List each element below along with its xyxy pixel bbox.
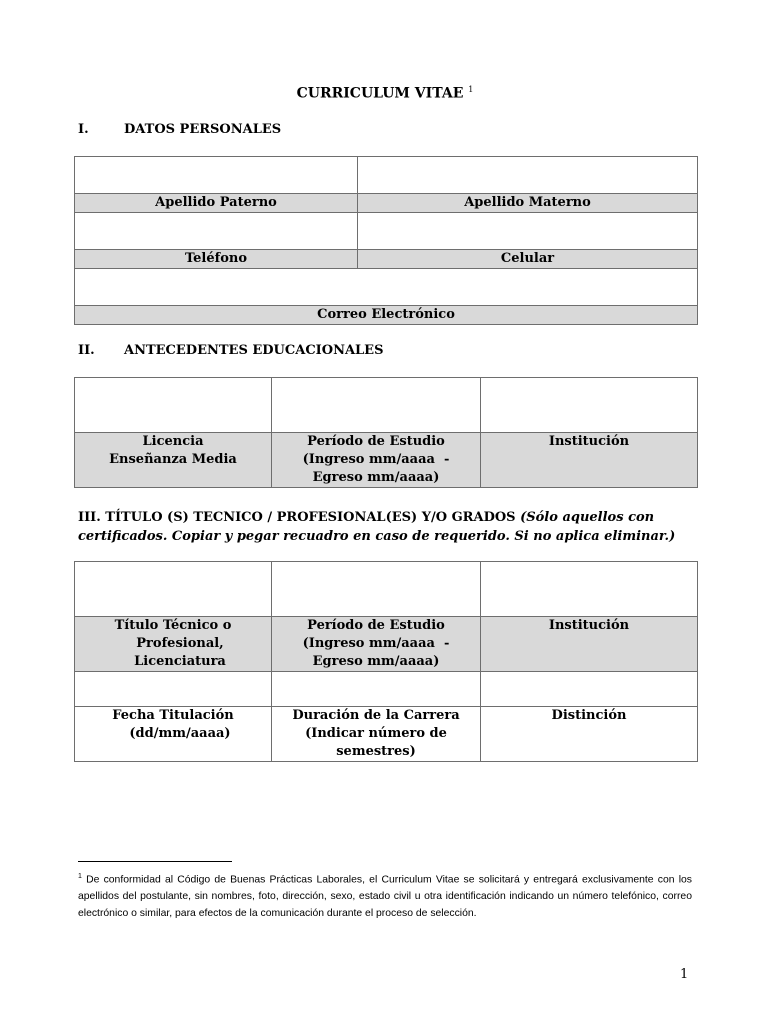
personal-data-table bbox=[74, 156, 698, 325]
periodo-label-line1: Período de Estudio bbox=[307, 434, 445, 449]
duracion-label-line1: Duración de la Carrera bbox=[292, 708, 460, 723]
titulo-input[interactable] bbox=[75, 562, 272, 617]
apellido-paterno-label: Apellido Paterno bbox=[75, 194, 358, 213]
institucion-label: Institución bbox=[481, 433, 698, 488]
section-3-heading bbox=[78, 508, 708, 546]
duracion-label-line2: (Indicar número de bbox=[305, 726, 447, 741]
apellido-materno-label: Apellido Materno bbox=[358, 194, 698, 213]
titulo-periodo-label bbox=[272, 617, 481, 672]
section-1-heading bbox=[78, 122, 282, 137]
duracion-label-line3: semestres) bbox=[336, 744, 416, 759]
title-footnote-marker: 1 bbox=[468, 85, 474, 94]
correo-label: Correo Electrónico bbox=[75, 306, 698, 325]
document-title bbox=[0, 85, 770, 102]
duracion-carrera-label bbox=[272, 707, 481, 762]
fecha-label-line1: Fecha Titulación bbox=[112, 708, 234, 723]
titulo-label-line1: Título Técnico o bbox=[114, 618, 232, 633]
correo-input[interactable] bbox=[75, 269, 698, 306]
distincion-label: Distinción bbox=[481, 707, 698, 762]
titulo-periodo-line1: Período de Estudio bbox=[307, 618, 445, 633]
periodo-label-line3: Egreso mm/aaaa) bbox=[312, 470, 440, 485]
titulo-institucion-input[interactable] bbox=[481, 562, 698, 617]
titulo-periodo-input[interactable] bbox=[272, 562, 481, 617]
distincion-input[interactable] bbox=[481, 672, 698, 707]
section-1-title: DATOS PERSONALES bbox=[124, 122, 282, 137]
periodo-estudio-label bbox=[272, 433, 481, 488]
section-2-heading bbox=[78, 343, 384, 358]
footnote-text: De conformidad al Código de Buenas Prácticas Laborales, el Curriculum Vitae se solicitará y entregará exclusivamente con los apellidos del postulante, sin nombres, foto, dirección, sexo, estado civil u otra identificación indicando un número telefónico, correo electrónico o similar, para efectos de la comunicación durante el proceso de selección. bbox=[78, 874, 693, 920]
fecha-titulacion-input[interactable] bbox=[75, 672, 272, 707]
titulo-institucion-label: Institución bbox=[481, 617, 698, 672]
apellido-paterno-input[interactable] bbox=[75, 157, 358, 194]
education-table bbox=[74, 377, 698, 488]
telefono-label: Teléfono bbox=[75, 250, 358, 269]
apellido-materno-input[interactable] bbox=[358, 157, 698, 194]
licencia-label-line1: Licencia bbox=[142, 434, 204, 449]
licencia-input[interactable] bbox=[75, 378, 272, 433]
footnote bbox=[78, 868, 692, 922]
section-1-number: I. bbox=[78, 122, 89, 137]
celular-input[interactable] bbox=[358, 213, 698, 250]
section-3-note: (Sólo aquellos con certificados. Copiar y pegar recuadro en caso de requerido. Si no aplica eliminar.) bbox=[78, 510, 676, 544]
footnote-separator bbox=[78, 861, 232, 862]
titles-table bbox=[74, 561, 698, 762]
section-2-number: II. bbox=[78, 343, 95, 358]
titulo-periodo-line2: (Ingreso mm/aaaa - bbox=[302, 636, 450, 651]
periodo-label-line2: (Ingreso mm/aaaa - bbox=[302, 452, 450, 467]
section-2-title: ANTECEDENTES EDUCACIONALES bbox=[124, 343, 384, 358]
page-number: 1 bbox=[680, 967, 689, 982]
titulo-label-line3: Licenciatura bbox=[134, 654, 226, 669]
periodo-estudio-input[interactable] bbox=[272, 378, 481, 433]
titulo-periodo-line3: Egreso mm/aaaa) bbox=[312, 654, 440, 669]
section-3-title: III. TÍTULO (S) TECNICO / PROFESIONAL(ES) Y/O GRADOS bbox=[78, 510, 516, 525]
duracion-carrera-input[interactable] bbox=[272, 672, 481, 707]
telefono-input[interactable] bbox=[75, 213, 358, 250]
titulo-label-line2: Profesional, bbox=[136, 636, 224, 651]
footnote-marker: 1 bbox=[78, 873, 82, 880]
titulo-label bbox=[75, 617, 272, 672]
licencia-label bbox=[75, 433, 272, 488]
institucion-input[interactable] bbox=[481, 378, 698, 433]
fecha-titulacion-label bbox=[75, 707, 272, 762]
licencia-label-line2: Enseñanza Media bbox=[109, 452, 237, 467]
document-title-text: CURRICULUM VITAE bbox=[296, 85, 464, 102]
celular-label: Celular bbox=[358, 250, 698, 269]
fecha-label-line2: (dd/mm/aaaa) bbox=[129, 726, 231, 741]
